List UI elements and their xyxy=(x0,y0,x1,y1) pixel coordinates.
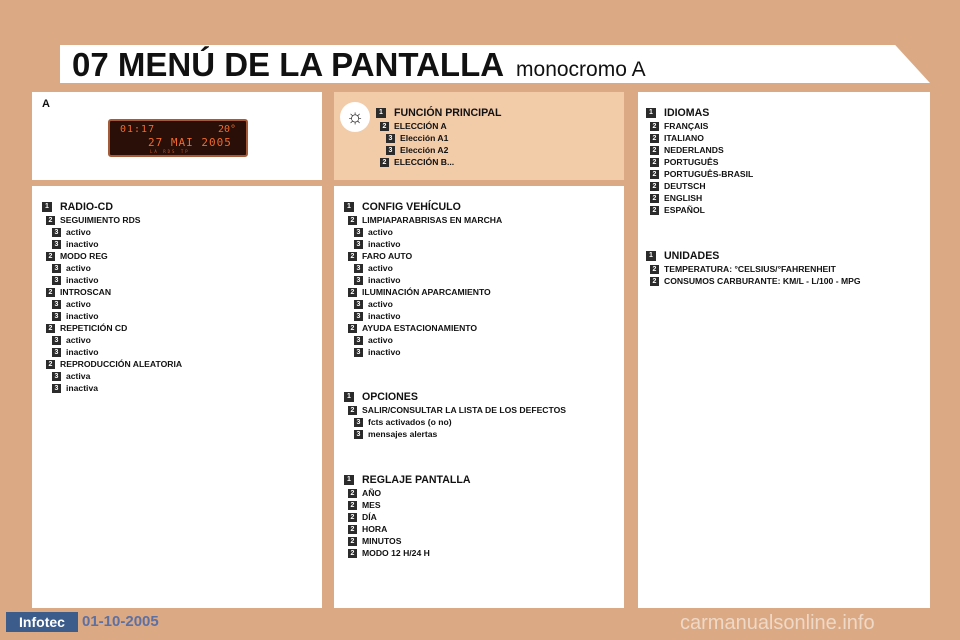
level-badge: 3 xyxy=(354,240,363,249)
unidades-menu xyxy=(646,249,861,287)
menu-item-level-3 xyxy=(344,298,502,310)
menu-item-text: ELECCIÓN B... xyxy=(394,157,455,167)
funcion-principal-panel xyxy=(334,92,624,180)
menu-item-text: AYUDA ESTACIONAMIENTO xyxy=(362,323,478,333)
menu-item-text: DÍA xyxy=(362,512,377,522)
menu-item-level-2 xyxy=(344,535,471,547)
menu-item-level-3 xyxy=(344,274,502,286)
level-badge: 3 xyxy=(52,348,61,357)
menu-item-text: FARO AUTO xyxy=(362,251,413,261)
level-badge: 3 xyxy=(52,228,61,237)
display-panel xyxy=(32,92,322,180)
menu-item-text: TEMPERATURA: °CELSIUS/°FAHRENHEIT xyxy=(664,264,836,274)
menu-item-level-2 xyxy=(646,275,861,287)
level-badge: 3 xyxy=(52,372,61,381)
idiomas-unidades-panel xyxy=(638,92,930,608)
menu-item-level-1 xyxy=(646,106,753,120)
menu-item-text: FRANÇAIS xyxy=(664,121,709,131)
menu-item-text: MINUTOS xyxy=(362,536,402,546)
menu-item-level-2 xyxy=(344,322,502,334)
menu-item-text: inactivo xyxy=(66,239,99,249)
reglaje-pantalla-menu xyxy=(344,473,471,559)
level-badge: 3 xyxy=(354,336,363,345)
menu-item-text: inactivo xyxy=(66,347,99,357)
menu-item-level-2 xyxy=(646,180,753,192)
level-badge: 2 xyxy=(348,501,357,510)
menu-item-level-2 xyxy=(42,358,182,370)
menu-item-text: PORTUGUÊS xyxy=(664,157,719,167)
menu-item-text: CONFIG VEHÍCULO xyxy=(362,201,461,213)
level-badge: 2 xyxy=(348,252,357,261)
menu-item-text: OPCIONES xyxy=(362,391,418,403)
menu-item-level-2 xyxy=(646,168,753,180)
level-badge: 1 xyxy=(344,475,354,485)
menu-item-level-2 xyxy=(646,263,861,275)
level-badge: 3 xyxy=(52,312,61,321)
page-title xyxy=(72,45,646,90)
menu-item-text: inactivo xyxy=(66,275,99,285)
menu-item-text: CONSUMOS CARBURANTE: KM/L - L/100 - MPG xyxy=(664,276,861,286)
level-badge: 3 xyxy=(354,430,363,439)
menu-item-level-3 xyxy=(42,346,182,358)
menu-item-text: NEDERLANDS xyxy=(664,145,724,155)
radio-cd-menu xyxy=(42,200,182,394)
menu-item-level-2 xyxy=(344,487,471,499)
menu-item-text: ELECCIÓN A xyxy=(394,121,447,131)
opciones-menu xyxy=(344,390,566,440)
menu-item-level-3 xyxy=(344,238,502,250)
level-badge: 3 xyxy=(52,336,61,345)
menu-item-level-2 xyxy=(646,156,753,168)
level-badge: 1 xyxy=(646,251,656,261)
footer-date: 01-10-2005 xyxy=(82,613,159,630)
menu-item-level-2 xyxy=(42,322,182,334)
menu-item-text: REPETICIÓN CD xyxy=(60,323,128,333)
level-badge: 2 xyxy=(348,216,357,225)
menu-item-text: UNIDADES xyxy=(664,250,720,262)
menu-item-level-3 xyxy=(42,310,182,322)
level-badge: 2 xyxy=(650,122,659,131)
menu-item-text: activa xyxy=(66,371,91,381)
menu-item-text: mensajes alertas xyxy=(368,429,438,439)
menu-item-text: RADIO-CD xyxy=(60,201,113,213)
menu-item-text: DEUTSCH xyxy=(664,181,706,191)
menu-item-text: inactivo xyxy=(368,347,401,357)
level-badge: 2 xyxy=(650,182,659,191)
level-badge: 2 xyxy=(46,252,55,261)
menu-item-level-2 xyxy=(344,404,566,416)
level-badge: 2 xyxy=(46,360,55,369)
page-title-sub: monocromo A xyxy=(516,58,646,81)
level-badge: 2 xyxy=(348,537,357,546)
menu-item-level-2 xyxy=(376,156,502,168)
menu-item-text: ENGLISH xyxy=(664,193,703,203)
menu-item-level-3 xyxy=(42,298,182,310)
page-title-main: 07 MENÚ DE LA PANTALLA xyxy=(72,46,503,83)
level-badge: 2 xyxy=(650,146,659,155)
menu-item-text: inactivo xyxy=(368,311,401,321)
level-badge: 2 xyxy=(650,265,659,274)
display-time: 01:17 xyxy=(120,124,156,135)
menu-item-text: SALIR/CONSULTAR LA LISTA DE LOS DEFECTOS xyxy=(362,405,567,415)
menu-item-text: ILUMINACIÓN APARCAMIENTO xyxy=(362,287,491,297)
level-badge: 1 xyxy=(344,202,354,212)
display-footer: LA RDS TP xyxy=(150,149,190,154)
menu-item-level-3 xyxy=(42,262,182,274)
level-badge: 3 xyxy=(354,228,363,237)
level-badge: 2 xyxy=(348,324,357,333)
menu-item-text: activo xyxy=(66,299,91,309)
menu-item-text: inactivo xyxy=(368,239,401,249)
level-badge: 1 xyxy=(646,108,656,118)
display-temp: 20° xyxy=(217,124,236,135)
level-badge: 3 xyxy=(52,384,61,393)
menu-item-level-3 xyxy=(344,334,502,346)
menu-item-level-3 xyxy=(42,226,182,238)
level-badge: 1 xyxy=(376,108,386,118)
level-badge: 2 xyxy=(380,158,389,167)
menu-item-text: MODO 12 H/24 H xyxy=(362,548,430,558)
level-badge: 2 xyxy=(46,288,55,297)
menu-item-level-2 xyxy=(344,499,471,511)
level-badge: 3 xyxy=(52,300,61,309)
funcion-principal-menu xyxy=(376,106,502,168)
panel-label-a: A xyxy=(42,98,50,110)
menu-item-level-3 xyxy=(42,370,182,382)
menu-item-text: REGLAJE PANTALLA xyxy=(362,474,471,486)
menu-item-text: SEGUIMIENTO RDS xyxy=(60,215,141,225)
menu-item-text: Elección A1 xyxy=(400,133,449,143)
level-badge: 3 xyxy=(354,300,363,309)
level-badge: 2 xyxy=(650,277,659,286)
menu-item-text: LIMPIAPARABRISAS EN MARCHA xyxy=(362,215,503,225)
menu-item-text: fcts activados (o no) xyxy=(368,417,452,427)
level-badge: 2 xyxy=(348,525,357,534)
display-date: 27 MAI 2005 xyxy=(148,136,232,149)
menu-item-level-3 xyxy=(344,226,502,238)
menu-item-level-3 xyxy=(42,274,182,286)
menu-item-level-2 xyxy=(42,214,182,226)
config-vehiculo-menu xyxy=(344,200,502,358)
menu-item-level-2 xyxy=(646,204,753,216)
menu-item-text: FUNCIÓN PRINCIPAL xyxy=(394,107,502,119)
menu-item-level-2 xyxy=(376,120,502,132)
menu-item-text: inactivo xyxy=(66,311,99,321)
menu-item-text: activo xyxy=(66,227,91,237)
level-badge: 2 xyxy=(650,194,659,203)
level-badge: 2 xyxy=(348,489,357,498)
menu-item-text: inactivo xyxy=(368,275,401,285)
menu-item-level-2 xyxy=(344,250,502,262)
menu-item-level-3 xyxy=(42,382,182,394)
level-badge: 3 xyxy=(52,276,61,285)
menu-item-level-2 xyxy=(42,286,182,298)
watermark: carmanualsonline.info xyxy=(680,612,875,634)
menu-item-level-1 xyxy=(42,200,182,214)
menu-item-level-1 xyxy=(344,473,471,487)
menu-item-text: activo xyxy=(368,227,393,237)
menu-item-text: activo xyxy=(66,263,91,273)
menu-item-level-3 xyxy=(344,346,502,358)
menu-item-text: ITALIANO xyxy=(664,133,704,143)
level-badge: 2 xyxy=(348,406,357,415)
menu-item-text: INTROSCAN xyxy=(60,287,112,297)
menu-item-text: REPRODUCCIÓN ALEATORIA xyxy=(60,359,183,369)
idiomas-menu xyxy=(646,106,753,216)
menu-item-text: AÑO xyxy=(362,488,382,498)
level-badge: 3 xyxy=(52,240,61,249)
menu-item-level-3 xyxy=(42,238,182,250)
level-badge: 3 xyxy=(354,348,363,357)
menu-item-level-2 xyxy=(646,132,753,144)
radio-cd-panel xyxy=(32,186,322,608)
menu-item-level-3 xyxy=(344,428,566,440)
menu-item-text: PORTUGUÊS-BRASIL xyxy=(664,169,754,179)
menu-item-text: Elección A2 xyxy=(400,145,449,155)
menu-item-level-3 xyxy=(344,262,502,274)
menu-item-level-3 xyxy=(376,132,502,144)
level-badge: 2 xyxy=(650,206,659,215)
menu-item-level-1 xyxy=(646,249,861,263)
menu-item-level-2 xyxy=(646,192,753,204)
menu-item-text: activo xyxy=(368,299,393,309)
level-badge: 2 xyxy=(348,549,357,558)
level-badge: 2 xyxy=(650,134,659,143)
level-badge: 3 xyxy=(52,264,61,273)
level-badge: 3 xyxy=(354,264,363,273)
level-badge: 2 xyxy=(46,216,55,225)
level-badge: 1 xyxy=(344,392,354,402)
menu-item-text: activo xyxy=(368,263,393,273)
menu-item-level-2 xyxy=(344,511,471,523)
menu-item-level-2 xyxy=(646,120,753,132)
menu-item-text: MES xyxy=(362,500,381,510)
menu-item-level-3 xyxy=(42,334,182,346)
menu-item-text: MODO REG xyxy=(60,251,108,261)
level-badge: 2 xyxy=(348,513,357,522)
menu-item-level-2 xyxy=(344,214,502,226)
menu-item-text: ESPAÑOL xyxy=(664,205,705,215)
menu-item-level-3 xyxy=(344,416,566,428)
level-badge: 3 xyxy=(354,276,363,285)
menu-item-text: IDIOMAS xyxy=(664,107,710,119)
sun-icon: ☼ xyxy=(340,102,370,132)
level-badge: 3 xyxy=(386,134,395,143)
menu-item-level-3 xyxy=(344,310,502,322)
level-badge: 2 xyxy=(650,170,659,179)
menu-item-text: inactiva xyxy=(66,383,99,393)
level-badge: 2 xyxy=(650,158,659,167)
infotec-logo: Infotec xyxy=(6,612,78,632)
menu-item-level-1 xyxy=(344,390,566,404)
menu-item-level-2 xyxy=(344,286,502,298)
menu-item-level-2 xyxy=(646,144,753,156)
menu-item-text: activo xyxy=(368,335,393,345)
menu-item-level-1 xyxy=(376,106,502,120)
level-badge: 3 xyxy=(354,312,363,321)
menu-item-text: HORA xyxy=(362,524,388,534)
level-badge: 2 xyxy=(46,324,55,333)
level-badge: 1 xyxy=(42,202,52,212)
menu-item-level-1 xyxy=(344,200,502,214)
menu-item-level-2 xyxy=(344,547,471,559)
level-badge: 3 xyxy=(354,418,363,427)
level-badge: 2 xyxy=(380,122,389,131)
menu-item-text: activo xyxy=(66,335,91,345)
level-badge: 2 xyxy=(348,288,357,297)
menu-item-level-3 xyxy=(376,144,502,156)
menu-item-level-2 xyxy=(344,523,471,535)
config-panel xyxy=(334,186,624,608)
monochrome-display xyxy=(108,119,248,157)
menu-item-level-2 xyxy=(42,250,182,262)
level-badge: 3 xyxy=(386,146,395,155)
